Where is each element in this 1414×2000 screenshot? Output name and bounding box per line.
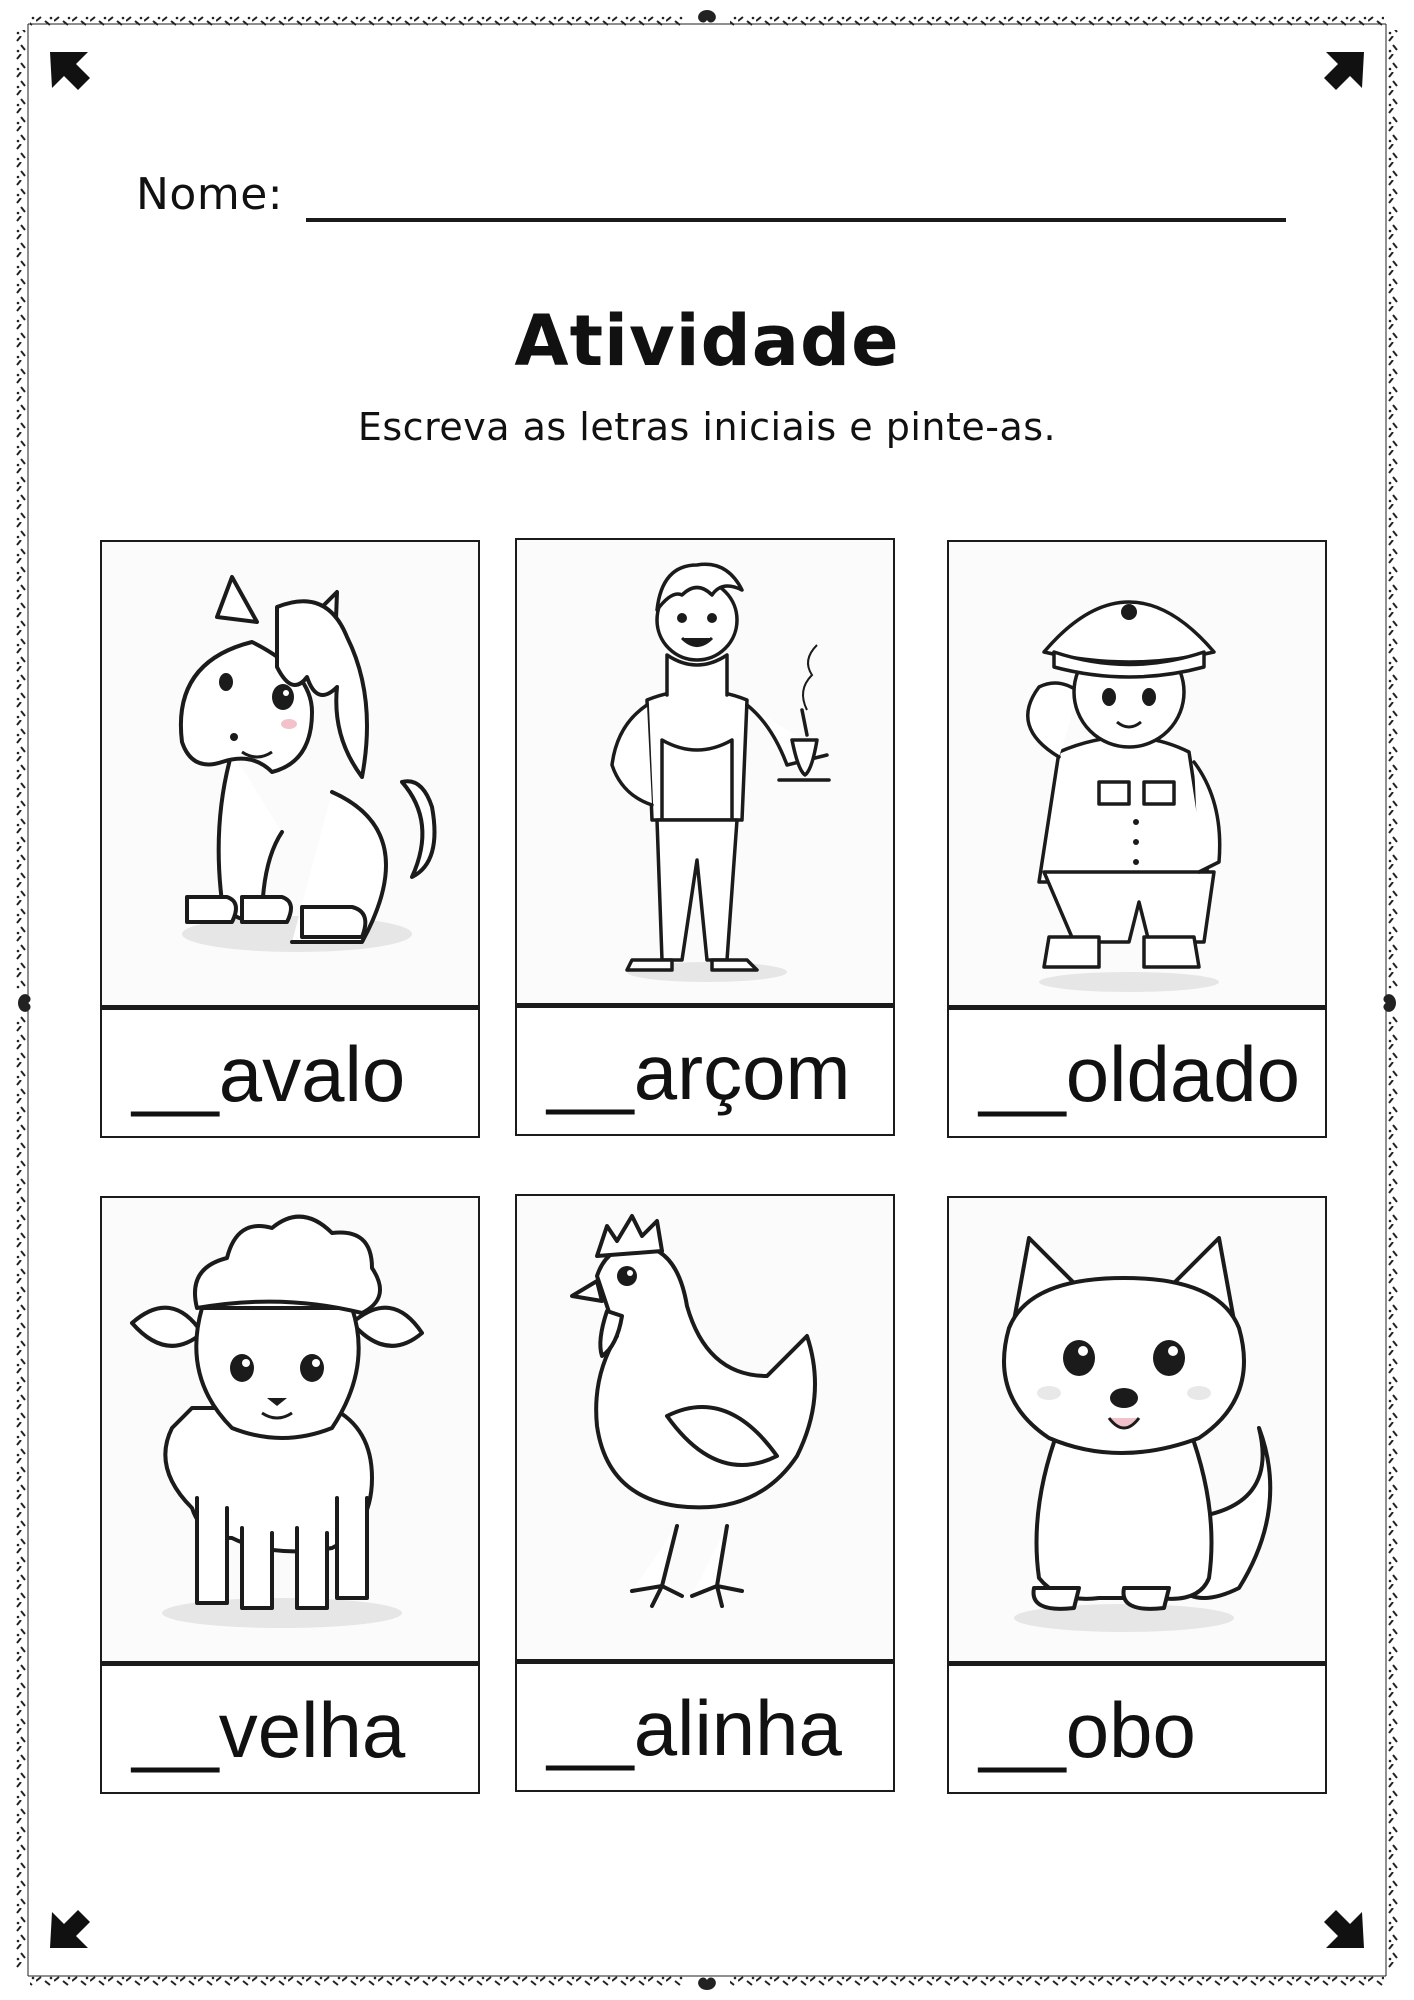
card-word-box[interactable]: [100, 1662, 480, 1794]
page-title: Atividade: [514, 300, 900, 382]
horse-icon: [102, 542, 478, 1005]
card-word-box[interactable]: [515, 1004, 895, 1136]
card-word-box[interactable]: [947, 1006, 1327, 1138]
wolf-icon: [949, 1198, 1325, 1661]
name-write-line[interactable]: [306, 218, 1286, 222]
hen-icon: [517, 1196, 893, 1659]
word-card-waiter: [515, 538, 895, 1136]
word-card-wolf: [947, 1196, 1327, 1794]
card-word: __obo: [979, 1686, 1196, 1774]
card-picture: [515, 538, 895, 1005]
card-word: __arçom: [547, 1028, 851, 1116]
name-field-row: [136, 160, 1286, 230]
card-word: __velha: [132, 1686, 406, 1774]
card-word: __oldado: [979, 1030, 1300, 1118]
card-word: __avalo: [132, 1030, 406, 1118]
instruction-text: Escreva as letras iniciais e pinte-as.: [357, 405, 1057, 449]
card-word: __alinha: [547, 1684, 842, 1772]
card-picture: [100, 1196, 480, 1663]
card-word-box[interactable]: [100, 1006, 480, 1138]
name-label: Nome:: [136, 169, 284, 220]
word-card-horse: [100, 540, 480, 1138]
card-word-box[interactable]: [947, 1662, 1327, 1794]
word-card-hen: [515, 1194, 895, 1792]
soldier-icon: [949, 542, 1325, 1005]
word-card-sheep: [100, 1196, 480, 1794]
card-picture: [100, 540, 480, 1007]
word-card-soldier: [947, 540, 1327, 1138]
card-picture: [515, 1194, 895, 1661]
waiter-icon: [517, 540, 893, 1003]
card-word-box[interactable]: [515, 1660, 895, 1792]
sheep-icon: [102, 1198, 478, 1661]
card-picture: [947, 1196, 1327, 1663]
card-picture: [947, 540, 1327, 1007]
